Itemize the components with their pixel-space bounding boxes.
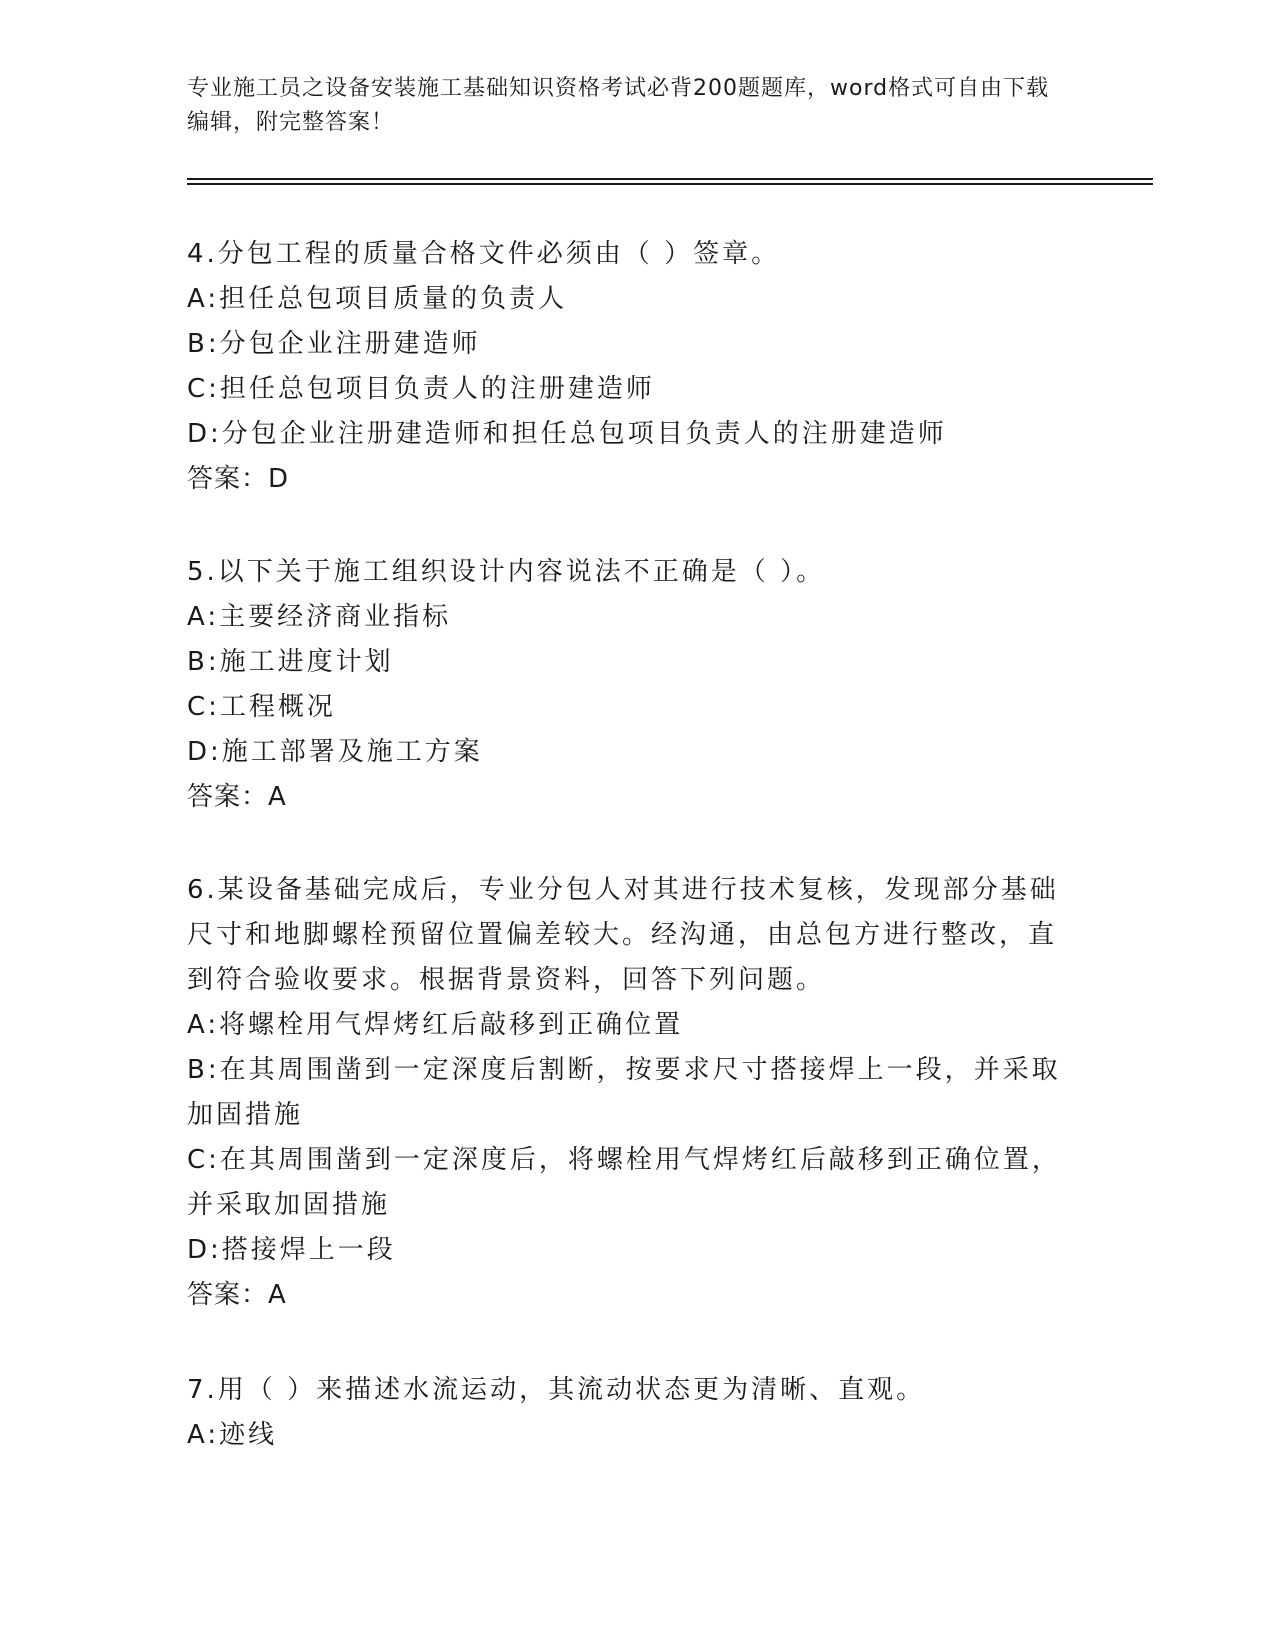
question-6 [187, 868, 1067, 1318]
option-a: A:迹线 [187, 1420, 278, 1450]
answer: 答案：A [187, 782, 287, 812]
header-rule-bottom [187, 183, 1153, 185]
document-header: 专业施工员之设备安装施工基础知识资格考试必背200题题库，word格式可自由下载编辑，附完整答案！ [187, 76, 1050, 135]
option-b: B:分包企业注册建造师 [187, 329, 481, 359]
question-5 [187, 550, 1067, 820]
option-d: D:搭接焊上一段 [187, 1235, 396, 1265]
option-d: D:施工部署及施工方案 [187, 737, 483, 767]
question-stem: 6.某设备基础完成后，专业分包人对其进行技术复核，发现部分基础尺寸和地脚螺栓预留位置偏差较大。经沟通，由总包方进行整改，直到符合验收要求。根据背景资料，回答下列问题。 [187, 875, 1059, 995]
question-stem: 5.以下关于施工组织设计内容说法不正确是（ ）。 [187, 557, 826, 587]
answer: 答案：D [187, 464, 290, 494]
option-b: B:在其周围凿到一定深度后割断，按要求尺寸搭接焊上一段，并采取加固措施 [187, 1055, 1061, 1130]
option-d: D:分包企业注册建造师和担任总包项目负责人的注册建造师 [187, 419, 947, 449]
question-7 [187, 1368, 1067, 1458]
header-rule-top [187, 178, 1153, 180]
question-stem: 4.分包工程的质量合格文件必须由（ ）签章。 [187, 239, 781, 269]
option-b: B:施工进度计划 [187, 647, 394, 677]
question-stem: 7.用（ ）来描述水流运动，其流动状态更为清晰、直观。 [187, 1375, 926, 1405]
option-a: A:主要经济商业指标 [187, 602, 452, 632]
option-c: C:在其周围凿到一定深度后，将螺栓用气焊烤红后敲移到正确位置，并采取加固措施 [187, 1145, 1061, 1220]
option-a: A:担任总包项目质量的负责人 [187, 284, 568, 314]
question-4 [187, 232, 1067, 502]
option-c: C:担任总包项目负责人的注册建造师 [187, 374, 655, 404]
option-a: A:将螺栓用气焊烤红后敲移到正确位置 [187, 1010, 684, 1040]
answer: 答案：A [187, 1280, 287, 1310]
option-c: C:工程概况 [187, 692, 336, 722]
